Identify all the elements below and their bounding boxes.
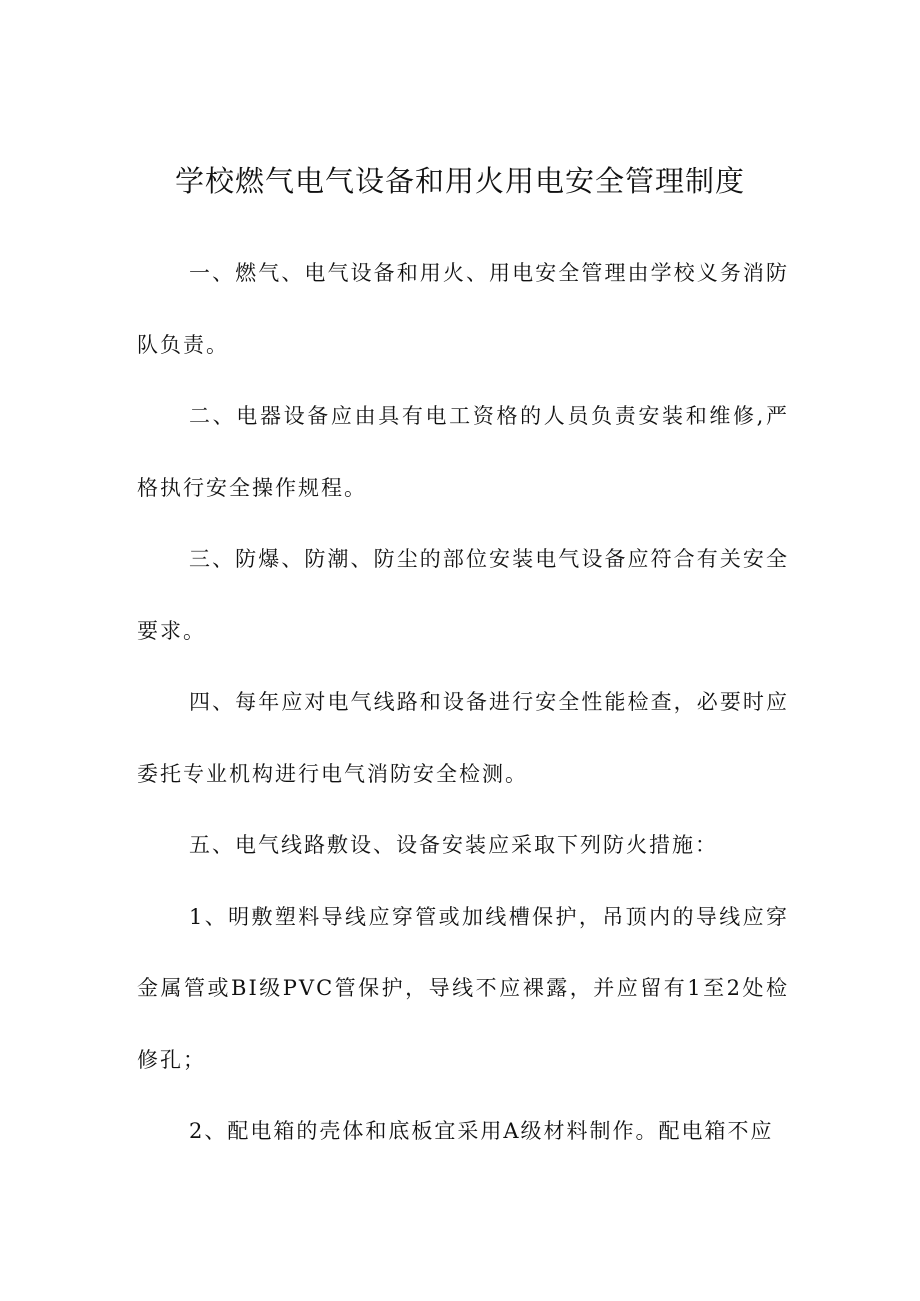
paragraph-2: 二、电器设备应由具有电工资格的人员负责安装和维修,严格执行安全操作规程。: [137, 404, 789, 500]
paragraph-4: 四、每年应对电气线路和设备进行安全性能检查，必要时应委托专业机构进行电气消防安全检测。: [137, 690, 789, 786]
paragraph-5: 五、电气线路敷设、设备安装应采取下列防火措施：: [189, 833, 718, 857]
document-body: [137, 238, 789, 1168]
page-title: 学校燃气电气设备和用火用电安全管理制度: [174, 164, 745, 199]
paragraph-6: 1、明敷塑料导线应穿管或加线槽保护，吊顶内的导线应穿金属管或BI级PVC管保护，导线不应裸露，并应留有1至2处检修孔；: [137, 904, 789, 1072]
paragraph-3: 三、防爆、防潮、防尘的部位安装电气设备应符合有关安全要求。: [137, 547, 789, 643]
paragraph-7: 2、配电箱的壳体和底板宜采用A级材料制作。配电箱不应: [189, 1119, 774, 1143]
paragraph-1: 一、燃气、电气设备和用火、用电安全管理由学校义务消防队负责。: [137, 261, 789, 357]
